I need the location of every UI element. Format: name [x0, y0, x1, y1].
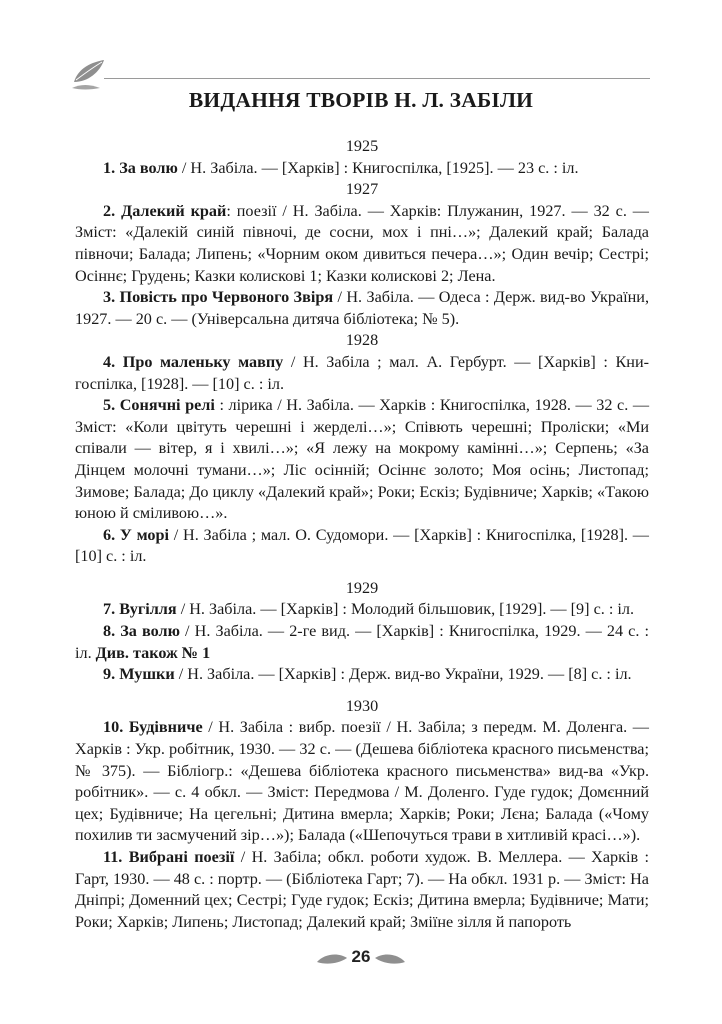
entry-9 — [75, 664, 649, 686]
see-also-reference: Див. також № 1 — [95, 643, 211, 662]
entry-title: Мушки — [119, 665, 175, 684]
entry-number: 5. — [103, 396, 116, 415]
entry-text: / Н. Забіла. — [Харків] : Молодий більшовик, [1929]. — [9] с. : іл. — [176, 600, 635, 619]
year-heading-1929: 1929 — [345, 578, 379, 597]
entry-text: / Н. Забіла ; мал. О. Судомори. — [Харків] : Книгоспілка, [1928]. — [10] с. : іл. — [75, 525, 649, 566]
entry-11 — [75, 847, 649, 933]
entry-4 — [75, 352, 649, 395]
entry-text: / Н. Забіла. — Одеса : Держ. вид-во України, 1927. — 20 с. — (Універсальна дитяча бібліотека; № 5). — [75, 288, 649, 328]
bibliography-list — [75, 136, 649, 933]
entry-title: Будівниче — [128, 718, 203, 737]
year-heading-1930: 1930 — [345, 696, 379, 715]
entry-text: / Н. Забіла : вибр. поезії / Н. Забіла; з передм. М. Доленга. — Харків : Укр. робітник, 1930. — 32 с. — (Дешева бібліотека красного письменства; № 375). — Бібліогр.: «Дешева бібліотека красного письменства» вид-ва «Укр. робітник». — с. 4 обкл. — Зміст: Передмова / М. Доленго. Гуде гудок; Домєнний цех; Будівниче; На цегельні; Дитина вмерла; Харків; Роки; Лєна; Балада («Чому похилив ти засмучений зір…»); Балада («Шепочуться трави в хитливій красі…»). — [75, 718, 649, 845]
entry-title: За волю — [120, 622, 180, 641]
entry-6 — [75, 525, 649, 568]
entry-number: 1. — [103, 158, 116, 177]
entry-number: 3. — [103, 288, 116, 307]
entry-text: / Н. Забіла. — [Харків] : Держ. вид-во України, 1929. — [8] с. : іл. — [174, 665, 632, 684]
header-rule — [104, 78, 650, 79]
entry-text: / Н. Забіла; обкл. роботи худож. В. Меллера. — Харків : Гарт, 1930. — 48 с. : портр. — (Бібліотека Гарт; 7). — На обкл. 1931 р. — Зміст: На Дніпрі; Доменний цех; Сестрі; Гуде гудок; Ескіз; Дитина вмерла; Будівниче; Мати; Роки; Харків; Липень; Листопад; Далекий край; Зміїне зілля й папороть — [75, 848, 650, 931]
entry-number: 9. — [103, 665, 116, 684]
entry-number: 10. — [103, 718, 124, 737]
entry-title: Вугілля — [119, 600, 177, 619]
entry-number: 6. — [103, 525, 116, 544]
entry-text: / Н. Забіла. — [Харків] : Книгоспілка, [1925]. — 23 с. : іл. — [177, 158, 579, 177]
year-heading-1927: 1927 — [345, 180, 379, 199]
entry-title: У морі — [119, 525, 169, 544]
leaf-right-icon — [374, 952, 406, 966]
entry-5 — [75, 395, 649, 525]
entry-number: 4. — [103, 352, 116, 371]
entry-text: / Н. Забіла ; мал. А. Гербурт. — [Харків] : Книгоспілка, [1928]. — [10] с. : іл. — [75, 352, 649, 393]
page-footer — [0, 944, 722, 974]
entry-number: 8. — [103, 622, 116, 641]
entry-title: Про маленьку мавпу — [122, 352, 284, 371]
entry-10 — [75, 717, 649, 847]
entry-number: 2. — [103, 201, 116, 220]
entry-title: Далекий край — [121, 201, 227, 220]
entry-text: / Н. Забіла. — 2-ге вид. — [Харків] : Книгоспілка, 1929. — 24 с. : іл. — [75, 622, 649, 662]
page-number: 26 — [351, 947, 371, 966]
entry-number: 7. — [103, 600, 116, 619]
entry-2 — [75, 201, 649, 287]
page-title: ВИДАННЯ ТВОРІВ Н. Л. ЗАБІЛИ — [188, 88, 534, 112]
entry-7 — [75, 599, 649, 621]
entry-title: Вибрані поезії — [128, 848, 235, 866]
entry-text: : лірика / Н. Забіла. — Харків : Книгоспілка, 1928. — 32 с. — Зміст: «Коли цвітуть черешні і жерделі…»; Співють черешні; Проліски; «Ми співали — вітер, я і хвилі…»; «Я лежу на мокрому камінні…»; Серпень; «За Дінцем молочні тумани…»; Ліс осінній; Осіннє золото; Моя осінь; Листопад; Зимове; Балада; До циклу «Далекий край»; Роки; Ескіз; Будівниче; Харків; «Такою юною й сміливою…». — [75, 396, 650, 523]
entry-8 — [75, 621, 649, 664]
entry-1 — [75, 158, 649, 180]
year-heading-1928: 1928 — [345, 331, 379, 350]
entry-title: За волю — [119, 158, 178, 177]
leaf-ornament-icon — [70, 50, 110, 90]
entry-number: 11. — [103, 848, 123, 866]
entry-title: Повість про Червоного Звіря — [119, 288, 334, 307]
entry-text: : поезії / Н. Забіла. — Харків: Плужанин, 1927. — 32 с. — Зміст: «Далекій синій півночі, де сосни, мох і пні…»; Далекий край; Балада півночи; Балада; Липень; «Чорним оком дивиться печера…»; Один вечір; Сестрі; Осіннє; Грудень; Казки колискові 1; Казки колискові 2; Лена. — [75, 201, 649, 285]
entry-title: Сонячні релі — [119, 396, 215, 415]
entry-3 — [75, 287, 649, 330]
year-heading-1925: 1925 — [345, 137, 379, 155]
